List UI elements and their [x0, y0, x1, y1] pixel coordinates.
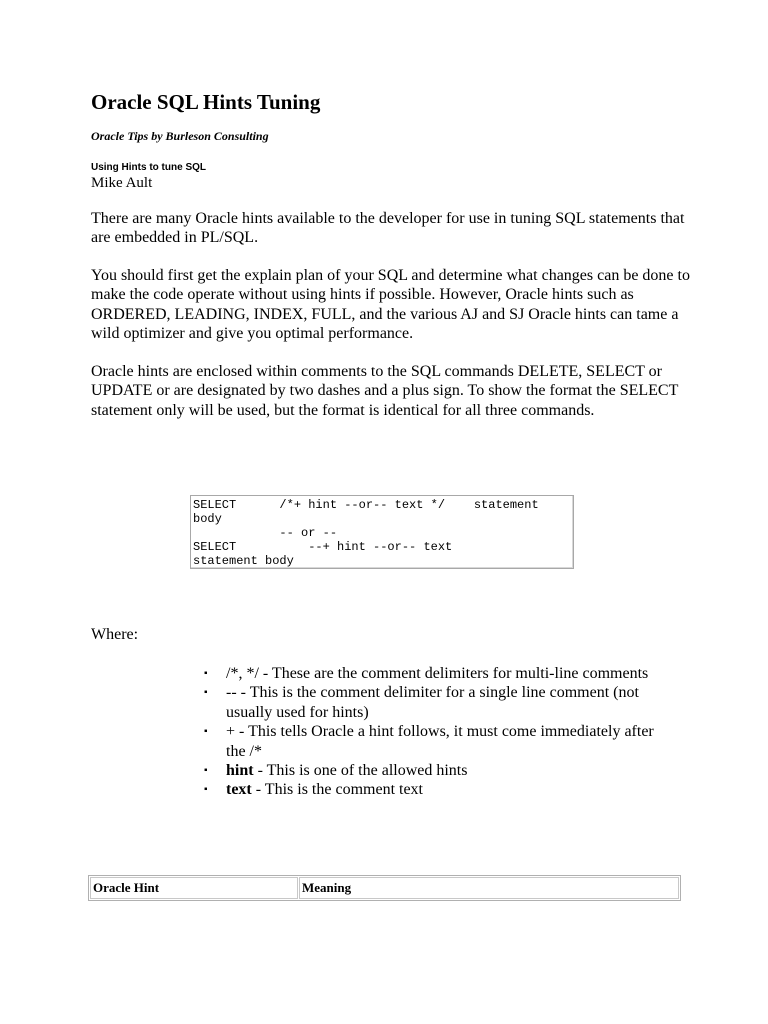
list-item	[204, 664, 674, 683]
list-item-text: - This is the comment text	[251, 781, 423, 799]
list-item-text: - These are the comment delimiters for multi-line comments	[258, 665, 649, 682]
code-example-box	[190, 495, 574, 569]
bullet-square-icon: ▪	[204, 726, 208, 738]
code-example: SELECT /*+ hint --or-- text */ statement body -- or -- SELECT --+ hint --or-- text statement body	[193, 498, 539, 568]
bullet-square-icon: ▪	[204, 784, 208, 796]
bullet-square-icon: ▪	[204, 668, 208, 679]
page-subtitle: Oracle Tips by Burleson Consulting	[91, 129, 269, 143]
column-header-meaning: Meaning	[299, 877, 679, 899]
column-header-oracle-hint: Oracle Hint	[90, 877, 298, 899]
hints-table	[88, 875, 681, 901]
author-name: Mike Ault	[91, 175, 153, 191]
paragraph-explain-plan: You should first get the explain plan of your SQL and determine what changes can be done to make the code operate without using hints if possible. However, Oracle hints such as ORDERED, LEADING, INDEX, FULL, and the various AJ and SJ Oracle hints can tame a wild optimizer and give you optimal performance.	[91, 267, 690, 343]
list-item-text: - This is the comment delimiter for a single line comment (not usually used for hints)	[226, 684, 639, 721]
list-item-term: --	[226, 684, 237, 702]
paragraph-intro: There are many Oracle hints available to the developer for use in tuning SQL statements that are embedded in PL/SQL.	[91, 210, 685, 247]
delimiter-list	[204, 664, 674, 800]
list-item-term: /*, */	[226, 665, 259, 682]
bullet-square-icon: ▪	[204, 765, 208, 777]
list-item-term: +	[226, 723, 236, 741]
bullet-square-icon: ▪	[204, 687, 208, 699]
paragraph-hint-format: Oracle hints are enclosed within comments to the SQL commands DELETE, SELECT or UPDATE or are designated by two dashes and a plus sign. To show the format the SELECT statement only will be used, but the format is identical for all three commands.	[91, 363, 679, 419]
list-item	[204, 761, 674, 780]
list-item-text: - This tells Oracle a hint follows, it must come immediately after the /*	[226, 723, 654, 760]
page-title: Oracle SQL Hints Tuning	[91, 90, 321, 114]
where-label: Where:	[91, 626, 139, 643]
table-header-row	[90, 877, 679, 899]
list-item	[204, 780, 674, 799]
list-item-text: - This is one of the allowed hints	[253, 762, 468, 780]
list-item-term: hint	[226, 762, 254, 780]
list-item	[204, 683, 674, 722]
list-item	[204, 722, 674, 761]
section-heading: Using Hints to tune SQL	[91, 162, 206, 173]
list-item-term: text	[226, 781, 252, 799]
